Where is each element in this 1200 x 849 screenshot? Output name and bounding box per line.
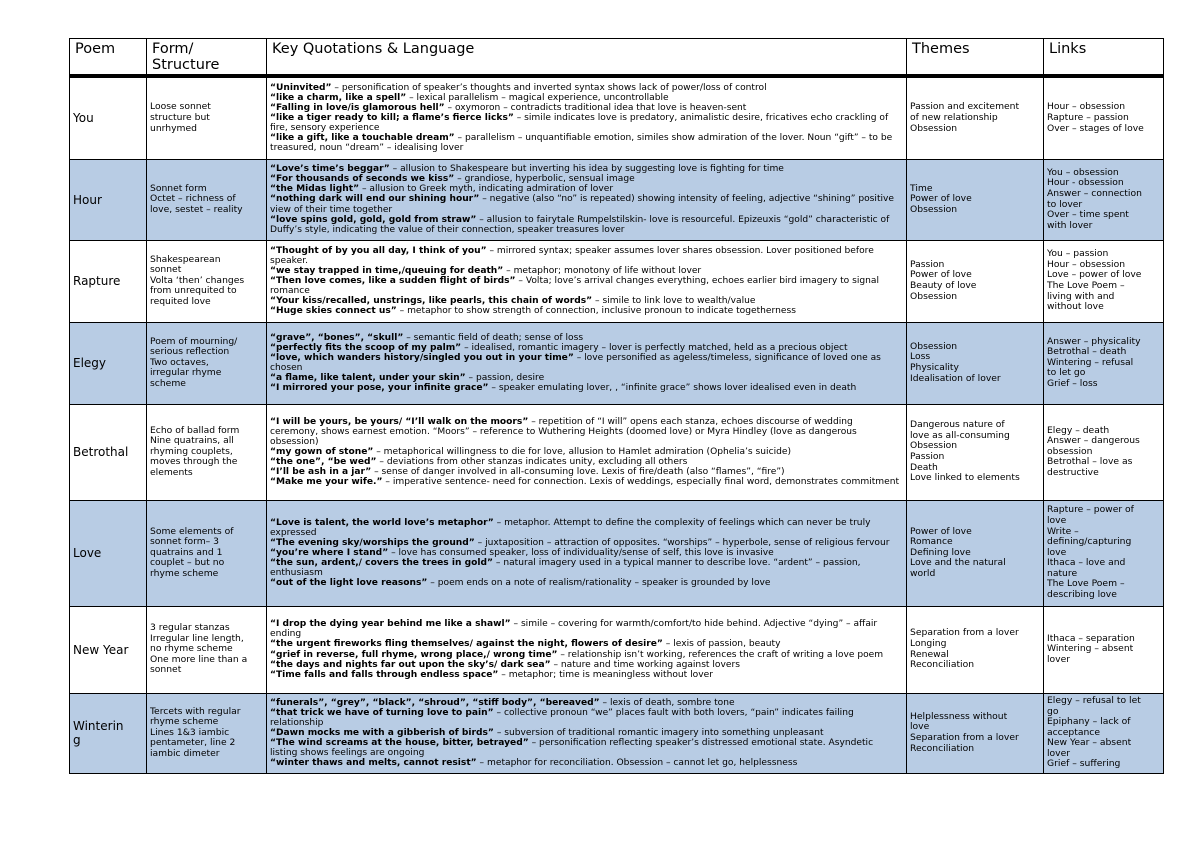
quotation-text: “we stay trapped in time,/queuing for death” [270,265,504,276]
quotation-commentary: – allusion to Shakespeare but inverting his idea by suggesting love is fighting for time [389,164,784,175]
poem-title: You [73,111,94,126]
quotation-entry [270,558,903,578]
poem-title: Winterin g [73,719,124,747]
links-cell [1044,240,1164,322]
poem-cell [70,693,147,773]
poem-cell [70,240,147,322]
quotation-text: “The evening sky/worships the ground” [270,537,475,548]
quotation-commentary: – personification reflecting speaker’s distressed emotional state. Asyndetic listing shows feelings are ongoing [270,738,874,759]
links-cell [1044,606,1164,693]
quotations-cell [267,606,907,693]
quotation-commentary: – repetition of “I will” opens each stanza, echoes discourse of wedding ceremony, shows earnest emotion. “Moors” – reference to Wuthering Heights (doomed love) or Myra Hindley (love as dangerous obsession) [270,416,857,447]
quotation-entry [270,306,903,316]
form-cell [147,500,267,606]
form-structure-text: Echo of ballad form Nine quatrains, all rhyming couplets, moves through the elements [150,424,240,478]
form-structure-text: Loose sonnet structure but unrhymed [150,101,211,134]
quotation-text: “the one”, “be wed” [270,457,377,468]
quotation-entry [270,518,903,538]
poem-title: Rapture [73,274,121,288]
quotation-commentary: – metaphor to show strength of connection, inclusive pronoun to indicate togetherness [396,306,796,317]
quotation-text: “grief in reverse, full rhyme, wrong place,/ wrong time” [270,649,558,660]
quotation-commentary: – collective pronoun “we” places fault with both lovers, “pain” indicates failing relationship [270,707,854,728]
quotation-text: “I’ll be ash in a jar” [270,467,372,478]
header-links: Links [1044,39,1164,77]
form-cell [147,606,267,693]
quotation-commentary: – metaphor; monotony of life without lover [503,265,702,276]
poem-title: New Year [73,642,129,657]
links-cell [1044,322,1164,404]
quotation-commentary: – lexis of passion, beauty [662,639,781,650]
quotation-text: “the sun, ardent,/ covers the trees in gold” [270,558,493,569]
quotation-entry [270,758,903,768]
quotation-entry [270,417,903,447]
quotation-commentary: – imperative sentence- need for connection. Lexis of weddings, especially final word, demonstrates commitment [382,477,900,488]
form-structure-text: 3 regular stanzas Irregular line length, no rhyme scheme One more line than a sonnet [150,622,248,676]
table-row [70,693,1164,773]
quotation-commentary: – metaphor; time is meaningless without lover [498,669,713,680]
table-row [70,606,1164,693]
quotation-entry [270,343,903,353]
quotation-text: “grave”, “bones”, “skull” [270,332,404,343]
quotation-entry [270,194,903,214]
poem-cell [70,322,147,404]
quotation-text: “the days and nights far out upon the sky’s/ dark sea” [270,659,551,670]
quotation-commentary: – love has consumed speaker, loss of individuality/sense of self, this love is invasive [388,547,774,558]
quotation-commentary: – semantic field of death; sense of loss [403,332,584,343]
quotation-text: “Make me your wife.” [270,477,383,488]
quotation-commentary: – juxtaposition – attraction of opposites. “worships” – hyperbole, sense of religious fervour [474,537,890,548]
quotations-cell [267,404,907,500]
quotation-text: “a flame, like talent, under your skin” [270,373,466,384]
poem-cell [70,159,147,240]
themes-text: Helplessness without love Separation from a lover Reconciliation [910,710,1019,754]
quotation-text: “the Midas light” [270,184,360,195]
quotation-text: “my gown of stone” [270,446,374,457]
quotation-commentary: – simile indicates love is predatory, animalistic desire, fricatives echo crackling of fire, sensory experience [270,113,889,134]
quotation-entry [270,447,903,457]
table-row [70,404,1164,500]
form-structure-text: Some elements of sonnet form– 3 quatrains and 1 couplet – but no rhyme scheme [150,525,234,579]
form-cell [147,322,267,404]
links-text: You – passion Hour – obsession Love – power of love The Love Poem – living with and without love [1047,248,1142,313]
quotation-entry [270,660,903,670]
quotation-entry [270,670,903,680]
quotation-entry [270,133,903,153]
quotation-commentary: – passion, desire [465,373,545,384]
quotation-commentary: – natural imagery used in a typical manner to describe love. “ardent” – passion, enthusiasm [270,558,861,579]
quotation-text: “out of the light love reasons” [270,578,428,589]
header-form-label: Form/ Structure [152,41,220,73]
links-text: Hour – obsession Rapture – passion Over – stages of love [1047,101,1144,134]
themes-cell [907,500,1044,606]
quotation-entry [270,373,903,383]
quotation-text: “that trick we have of turning love to pain” [270,707,494,718]
links-cell [1044,500,1164,606]
quotation-commentary: – nature and time working against lovers [550,659,740,670]
themes-text: Passion and excitement of new relationship Obsession [910,101,1020,134]
links-cell [1044,693,1164,773]
quotation-commentary: – love personified as ageless/timeless, significance of loved one as chosen [270,352,881,373]
quotation-entry [270,113,903,133]
form-cell [147,240,267,322]
themes-text: Separation from a lover Longing Renewal Reconciliation [910,627,1019,671]
quotation-entry [270,333,903,343]
quotation-text: “Love’s time’s beggar” [270,164,390,175]
quotation-text: “Time falls and falls through endless space” [270,669,499,680]
links-text: Ithaca – separation Wintering – absent lover [1047,632,1135,665]
quotation-text: “Huge skies connect us” [270,306,397,317]
quotation-commentary: – mirrored syntax; speaker assumes lover shares obsession. Lover positioned before speaker. [270,245,874,266]
links-text: Elegy – refusal to let go Epiphany – lack of acceptance New Year – absent lover Grief – suffering [1047,694,1141,770]
quotations-cell [267,159,907,240]
quotation-text: “Uninvited” [270,82,332,93]
quotation-entry [270,184,903,194]
quotation-text: “like a charm, like a spell” [270,93,407,104]
quotation-commentary: – simile to link love to wealth/value [592,296,756,307]
quotation-entry [270,538,903,548]
quotation-entry [270,619,903,639]
quotation-entry [270,266,903,276]
links-cell [1044,76,1164,159]
quotation-entry [270,83,903,93]
quotation-entry [270,728,903,738]
quotation-text: “I mirrored your pose, your infinite grace” [270,383,489,394]
quotation-commentary: – sense of danger involved in all-consuming love. Lexis of fire/death (also “flames”, “fire”) [371,467,785,478]
quotation-commentary: – allusion to Greek myth, indicating admiration of lover [359,184,614,195]
quotation-entry [270,698,903,708]
quotation-entry [270,708,903,728]
form-cell [147,159,267,240]
links-text: You – obsession Hour - obsession Answer – connection to lover Over – time spent with lover [1047,166,1142,231]
quotation-text: “I drop the dying year behind me like a shawl” [270,619,511,630]
quotations-cell [267,693,907,773]
themes-text: Time Power of love Obsession [910,182,972,215]
quotation-commentary: – simile – covering for warmth/comfort/to hide behind. Adjective “dying” – affair ending [270,619,878,640]
quotation-text: “love spins gold, gold, gold from straw” [270,214,477,225]
quotation-entry [270,353,903,373]
quotation-commentary: – oxymoron – contradicts traditional idea that love is heaven-sent [444,103,747,114]
form-structure-text: Tercets with regular rhyme scheme Lines 1&3 iambic pentameter, line 2 iambic dimeter [150,705,241,759]
quotation-text: “Dawn mocks me with a gibberish of birds” [270,727,494,738]
links-cell [1044,404,1164,500]
form-structure-text: Sonnet form Octet – richness of love, sestet – reality [150,182,243,215]
quotation-text: “For thousands of seconds we kiss” [270,174,455,185]
form-cell [147,404,267,500]
poem-cell [70,606,147,693]
quotation-entry [270,215,903,235]
quotation-entry [270,93,903,103]
poem-title: Love [73,546,102,560]
quotation-commentary: – allusion to fairytale Rumpelstilskin- love is resourceful. Epizeuxis “gold” characteristic of Duffy’s style, indicating the value of their connection, speaker treasures lover [270,214,890,235]
table-row [70,76,1164,159]
quotation-text: “The wind screams at the house, bitter, betrayed” [270,738,529,749]
quotation-commentary: – relationship isn’t working, references the craft of writing a love poem [557,649,884,660]
quotation-text: “nothing dark will end our shining hour” [270,194,480,205]
quotation-text: “Then love comes, like a sudden flight of birds” [270,275,516,286]
quotation-text: “like a tiger ready to kill; a flame’s fierce licks” [270,113,514,124]
themes-cell [907,240,1044,322]
quotation-entry [270,276,903,296]
revision-table [69,38,1164,774]
themes-cell [907,159,1044,240]
themes-cell [907,76,1044,159]
quotation-commentary: – grandiose, hyperbolic, sensual image [454,174,635,185]
header-themes: Themes [907,39,1044,77]
quotation-commentary: – metaphor. Attempt to define the complexity of feelings which can never be truly expressed [270,517,871,538]
quotation-commentary: – negative (also “no” is repeated) showing intensity of feeling, adjective “shining” positive view of their time together [270,194,895,215]
quotation-entry [270,103,903,113]
quotation-entry [270,246,903,266]
links-text: Answer – physicality Betrothal – death Wintering – refusal to let go Grief – loss [1047,335,1141,389]
table-body [70,76,1164,773]
header-row [70,39,1164,77]
quotation-entry [270,578,903,588]
quotation-entry [270,174,903,184]
links-text: Rapture – power of love Write – defining/capturing love Ithaca – love and nature The Love Poem – describing love [1047,504,1134,601]
quotation-entry [270,164,903,174]
quotation-entry [270,639,903,649]
form-cell [147,76,267,159]
quotation-entry [270,738,903,758]
quotation-text: “winter thaws and melts, cannot resist” [270,758,477,769]
quotation-text: “I will be yours, be yours/ “I’ll walk on the moors” [270,416,529,427]
quotation-commentary: – metaphor for reconciliation. Obsession – cannot let go, helplessness [476,758,798,769]
quotation-entry [270,650,903,660]
themes-cell [907,404,1044,500]
quotations-cell [267,240,907,322]
form-structure-text: Shakespearean sonnet Volta ‘then’ changes from unrequited to requited love [150,253,245,307]
themes-text: Passion Power of love Beauty of love Obsession [910,258,977,302]
quotation-entry [270,383,903,393]
quotation-text: “the urgent fireworks fling themselves/ against the night, flowers of desire” [270,639,663,650]
links-text: Elegy – death Answer – dangerous obsession Betrothal – love as destructive [1047,424,1140,478]
quotation-commentary: – speaker emulating lover, , “infinite grace” shows lover idealised even in death [488,383,857,394]
poem-cell [70,500,147,606]
quotation-text: “Love is talent, the world love’s metaphor” [270,517,494,528]
quotation-text: “funerals”, “grey”, “black”, “shroud”, “stiff body”, “bereaved” [270,697,600,708]
quotation-commentary: – personification of speaker’s thoughts and inverted syntax shows lack of power/loss of control [331,82,767,93]
poem-title: Elegy [73,356,107,370]
quotation-commentary: – parallelism – unquantifiable emotion, similes show admiration of the lover. Noun “gift” – to be treasured, noun “dream” – idealising lover [270,133,893,154]
themes-text: Dangerous nature of love as all-consuming Obsession Passion Death Love linked to elements [910,419,1020,484]
quotations-cell [267,76,907,159]
poem-title: Hour [73,192,102,207]
links-cell [1044,159,1164,240]
quotation-entry [270,457,903,467]
quotation-entry [270,296,903,306]
quotation-entry [270,467,903,477]
table-row [70,240,1164,322]
header-poem: Poem [70,39,147,77]
quotation-commentary: – idealised, romantic imagery – lover is perfectly matched, held as a precious object [461,342,848,353]
form-structure-text: Poem of mourning/ serious reflection Two octaves, irregular rhyme scheme [150,335,238,389]
header-key-quotations: Key Quotations & Language [267,39,907,77]
table-row [70,322,1164,404]
poem-title: Betrothal [73,445,129,459]
quotations-cell [267,500,907,606]
themes-cell [907,322,1044,404]
quotation-entry [270,477,903,487]
quotation-text: “perfectly fits the scoop of my palm” [270,342,462,353]
quotation-text: “Falling in love/is glamorous hell” [270,103,445,114]
themes-cell [907,693,1044,773]
table-row [70,159,1164,240]
form-cell [147,693,267,773]
themes-text: Power of love Romance Defining love Love and the natural world [910,525,1006,579]
poem-cell [70,76,147,159]
quotation-commentary: – lexis of death, sombre tone [599,697,735,708]
quotation-text: “like a gift, like a touchable dream” [270,133,455,144]
quotation-text: “you’re where I stand” [270,547,389,558]
quotation-text: “love, which wanders history/singled you out in your time” [270,352,574,363]
quotations-cell [267,322,907,404]
quotation-commentary: – subversion of traditional romantic imagery into something unpleasant [493,727,824,738]
quotation-text: “Your kiss/recalled, unstrings, like pearls, this chain of words” [270,296,593,307]
header-form-structure [147,39,267,77]
themes-cell [907,606,1044,693]
quotation-text: “Thought of by you all day, I think of you” [270,245,487,256]
quotation-commentary: – metaphorical willingness to die for love, allusion to Hamlet admiration (Ophelia’s suicide) [373,446,792,457]
quotation-commentary: – deviations from other stanzas indicates unity, excluding all others [376,457,688,468]
quotation-entry [270,548,903,558]
quotation-commentary: – Volta; love’s arrival changes everything, echoes earlier bird imagery to signal romance [270,275,880,297]
quotation-commentary: – poem ends on a note of realism/rationality – speaker is grounded by love [427,578,771,589]
quotation-commentary: – lexical parallelism – magical experience, uncontrollable [406,93,669,104]
themes-text: Obsession Loss Physicality Idealisation of lover [910,340,1001,384]
poem-cell [70,404,147,500]
table-row [70,500,1164,606]
